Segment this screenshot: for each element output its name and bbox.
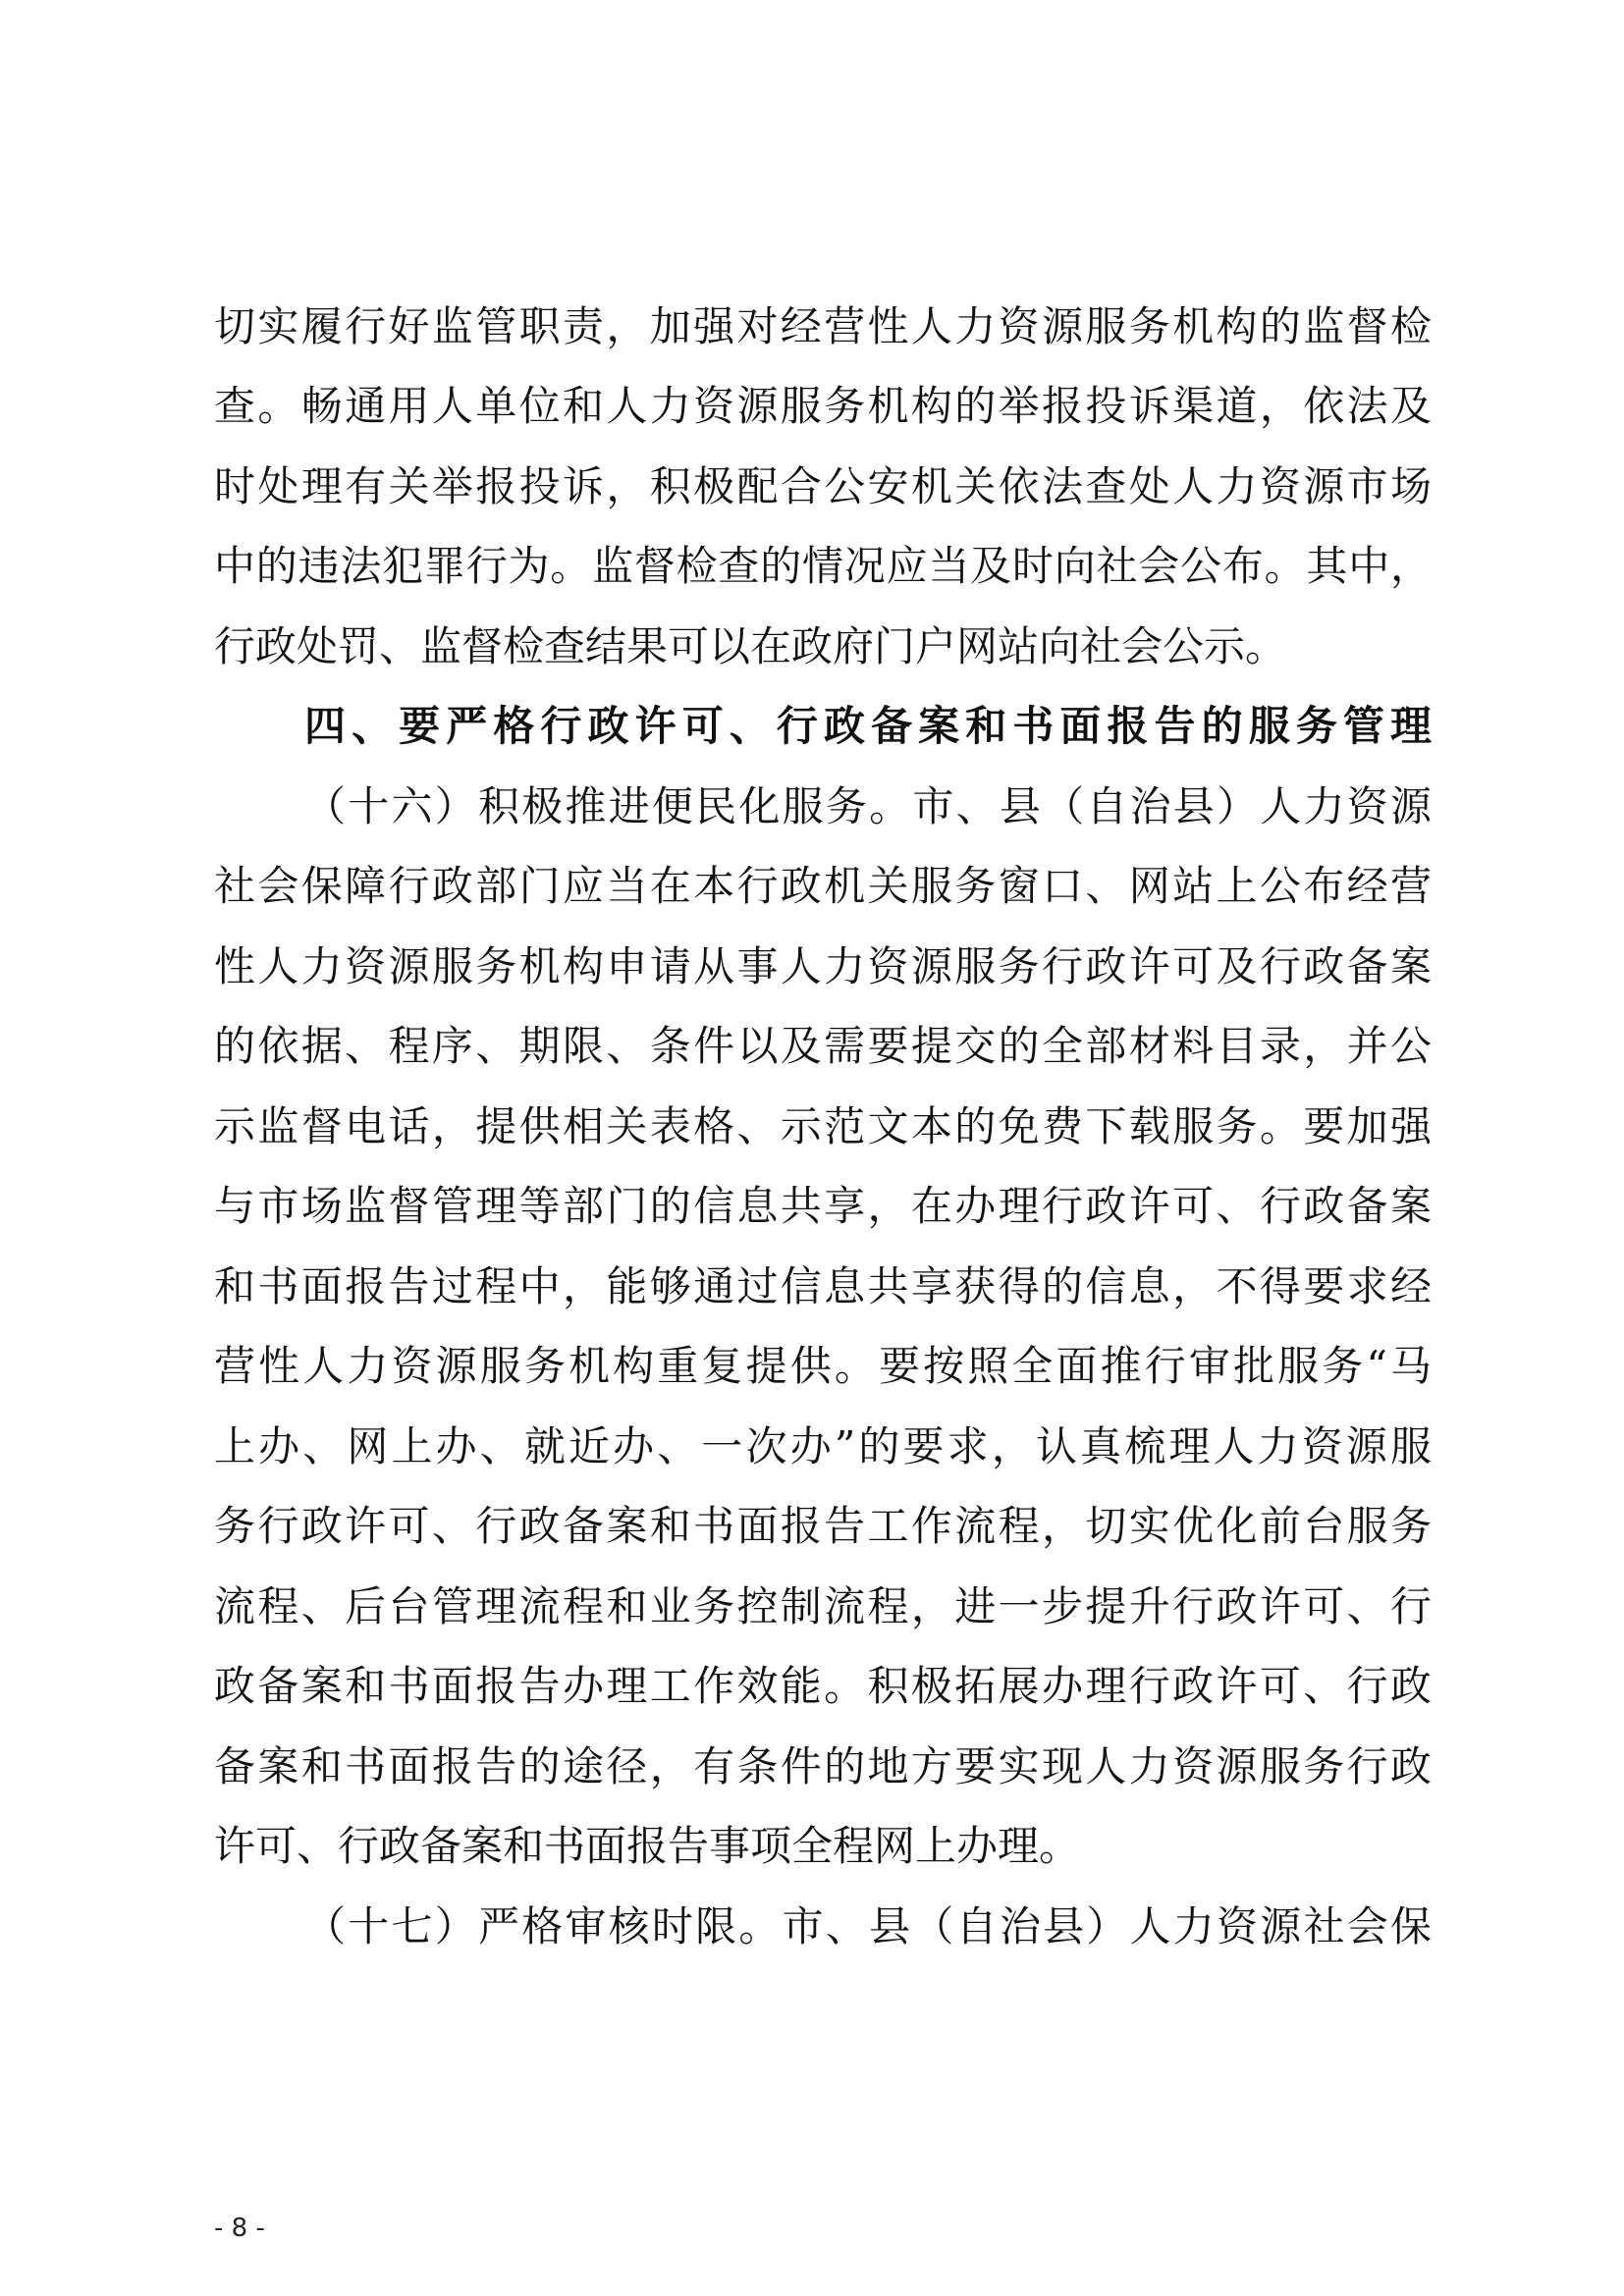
body-text-line: 与市场监督管理等部门的信息共享，在办理行政许可、行政备案 (214, 1182, 1432, 1230)
body-text-line: 时处理有关举报投诉，积极配合公安机关依法查处人力资源市场 (214, 462, 1432, 510)
body-text-line: 备案和书面报告的途径，有条件的地方要实现人力资源服务行政 (214, 1742, 1432, 1790)
body-text-line: 流程、后台管理流程和业务控制流程，进一步提升行政许可、行 (214, 1582, 1432, 1630)
body-text-line: 中的违法犯罪行为。监督检查的情况应当及时向社会公布。其中， (214, 542, 1432, 590)
body-text-line: 行政处罚、监督检查结果可以在政府门户网站向社会公示。 (214, 622, 1287, 670)
body-text-line: 政备案和书面报告办理工作效能。积极拓展办理行政许可、行政 (214, 1662, 1432, 1710)
body-text-line: 和书面报告过程中，能够通过信息共享获得的信息，不得要求经 (214, 1262, 1432, 1310)
body-text-line: 社会保障行政部门应当在本行政机关服务窗口、网站上公布经营 (214, 862, 1432, 910)
body-text-line: （十六）积极推进便民化服务。市、县（自治县）人力资源 (304, 782, 1432, 830)
section-heading: 四、要严格行政许可、行政备案和书面报告的服务管理 (304, 702, 1432, 750)
body-text-line: 切实履行好监管职责，加强对经营性人力资源服务机构的监督检 (214, 302, 1432, 350)
body-text-line: 示监督电话，提供相关表格、示范文本的免费下载服务。要加强 (214, 1102, 1432, 1150)
body-text-line: 营性人力资源服务机构重复提供。要按照全面推行审批服务“马 (214, 1342, 1432, 1390)
body-text-line: 务行政许可、行政备案和书面报告工作流程，切实优化前台服务 (214, 1502, 1432, 1550)
body-text-line: （十七）严格审核时限。市、县（自治县）人力资源社会保 (304, 1902, 1432, 1950)
body-text-line: 的依据、程序、期限、条件以及需要提交的全部材料目录，并公 (214, 1022, 1432, 1070)
body-text-line: 性人力资源服务机构申请从事人力资源服务行政许可及行政备案 (214, 942, 1432, 990)
body-text-line: 上办、网上办、就近办、一次办”的要求，认真梳理人力资源服 (214, 1422, 1432, 1470)
body-text-line: 查。畅通用人单位和人力资源服务机构的举报投诉渠道，依法及 (214, 382, 1432, 430)
body-text-line: 许可、行政备案和书面报告事项全程网上办理。 (214, 1822, 1081, 1870)
page-number: - 8 - (214, 2214, 265, 2243)
